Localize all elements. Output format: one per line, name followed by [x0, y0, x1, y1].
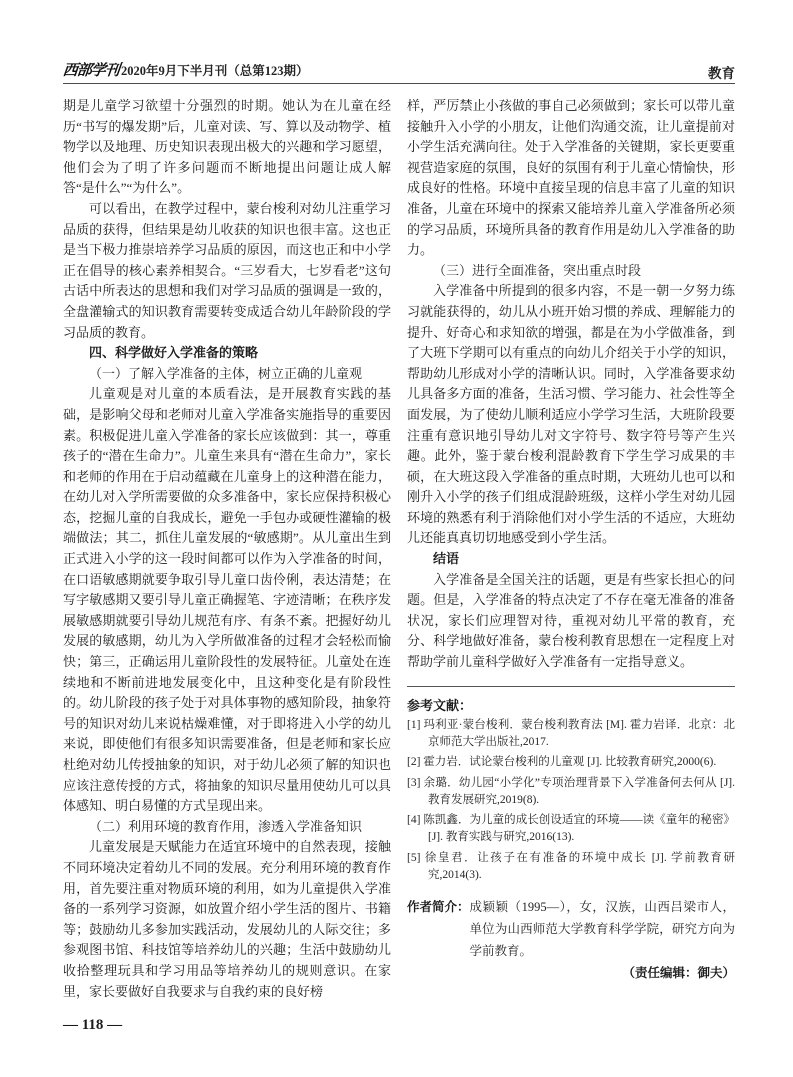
reference-item: [5] 徐皇君．让孩子在有准备的环境中成长 [J]. 学前教育研究,2014(3).	[407, 851, 735, 881]
references-divider	[407, 686, 735, 687]
page-number: — 118 —	[63, 1017, 123, 1033]
author-bio-text: 成颖颖（1995—），女，汉族，山西吕梁市人，单位为山西师范大学教育科学学院，研究方向为学前教育。	[469, 899, 735, 958]
right-column	[407, 96, 735, 984]
reference-item: [2] 霍力岩．试论蒙台梭利的儿童观 [J]. 比较教育研究,2000(6).	[407, 756, 717, 769]
references-heading: 参考文献：	[407, 697, 473, 713]
subsection-heading: （一）了解入学准备的主体，树立正确的儿童观	[89, 365, 363, 381]
reference-item: [4] 陈凯鑫．为儿童的成长创设适宜的环境——读《童年的秘密》[J]. 教育实践与研究,2016(13).	[407, 814, 735, 844]
editor-note: （责任编辑：御夫）	[622, 965, 735, 980]
body-paragraph: 可以看出，在教学过程中，蒙台梭利对幼儿注重学习品质的获得，但结果是幼儿收获的知识也很丰富。这也正是当下极力推崇培养学习品质的原因，而这也正和中小学正在倡导的核心素养相契合。“三岁看大，七岁看老”这句古话中所表达的思想和我们对学习品质的强调是一致的，全盘灌输式的知识教育需要转变成适合幼儿年龄阶段的学习品质的教育。	[63, 200, 391, 340]
journal-masthead	[63, 59, 309, 80]
journal-logo: 西部学刊	[62, 63, 120, 79]
left-column	[63, 96, 391, 1002]
reference-item: [1] 玛利亚·蒙台梭利．蒙台梭利教育法 [M]. 霍力岩译．北京：北京师范大学出版社,2017.	[407, 718, 735, 748]
reference-item: [3] 余璐．幼儿园“小学化”专项治理背景下入学准备何去何从 [J]. 教育发展研究,2019(8).	[407, 776, 735, 806]
conclusion-heading: 结语	[433, 551, 460, 567]
body-paragraph: 期是儿童学习欲望十分强烈的时期。她认为在儿童在经历“书写的爆发期”后，儿童对读、写、算以及动物学、植物学以及地理、历史知识表现出极大的兴趣和学习愿望，他们会为了明了许多问题而不断地提出问题让成人解答“是什么”“为什么”。	[63, 98, 391, 196]
subsection-heading: （二）利用环境的教育作用，渗透入学准备知识	[89, 818, 363, 834]
running-header	[63, 56, 735, 84]
author-bio-label: 作者简介：	[407, 899, 470, 914]
author-bio	[407, 896, 735, 962]
body-paragraph: 入学准备是全国关注的话题，更是有些家长担心的问题。但是，入学准备的特点决定了不存在毫无准备的准备状况，家长们应理智对待，重视对幼儿平常的教育，充分、科学地做好准备，蒙台梭利教育思想在一定程度上对帮助学前儿童科学做好入学准备有一定指导意义。	[407, 571, 735, 670]
issue-info: 2020年9月下半月刊（总第123期）	[121, 63, 309, 78]
reference-list	[407, 717, 735, 884]
body-paragraph: 入学准备中所提到的很多内容，不是一朝一夕努力练习就能获得的，幼儿从小班开始习惯的养成、理解能力的提升、好奇心和求知欲的增强，都是在为小学做准备，到了大班下学期可以有重点的向幼儿介绍关于小学的知识，帮助幼儿形成对小学的清晰认识。同时，入学准备要求幼儿具备多方面的准备，生活习惯、学习能力、社会性等全面发展，为了使幼儿顺利适应小学学习生活，大班阶段要注重有意识地引导幼儿对文字符号、数字符号等产生兴趣。此外，鉴于蒙台梭利混龄教育下学生学习成果的丰硕，在大班这段入学准备的重点时期，大班幼儿也可以和刚升入小学的孩子们组成混龄班级，这样小学生对幼儿园环境的熟悉有利于消除他们对小学生活的不适应，大班幼儿还能真真切切地感受到小学生活。	[407, 283, 735, 546]
body-paragraph: 儿童发展是天赋能力在适宜环境中的自然表现，接触不同环境决定着幼儿不同的发展。充分利用环境的教育作用，首先要注重对物质环境的利用，如为儿童提供入学准备的一系列学习资源，如放置介绍小学生活的图片、书籍等；鼓励幼儿多参加实践活动，发展幼儿的人际交往；多参观图书馆、科技馆等培养幼儿的兴趣；生活中鼓励幼儿收拾整理玩具和学习用品等培养幼儿的规则意识。在家里，家长要做好自我要求与自我约束的良好榜	[63, 839, 391, 999]
body-paragraph: 样，严厉禁止小孩做的事自己必须做到；家长可以带儿童接触升入小学的小朋友，让他们沟通交流，让儿童提前对小学生活充满向往。处于入学准备的关键期，家长更要重视营造家庭的氛围，良好的氛围有利于儿童心情愉快，形成良好的性格。环境中直接呈现的信息丰富了儿童的知识准备，儿童在环境中的探索又能培养儿童入学准备所必须的学习品质，环境所具备的教育作用是幼儿入学准备的助力。	[407, 98, 735, 258]
subsection-heading: （三）进行全面准备，突出重点时段	[433, 262, 642, 278]
body-paragraph: 儿童观是对儿童的本质看法，是开展教育实践的基础，是影响父母和老师对儿童入学准备实施指导的重要因素。积极促进儿童入学准备的家长应该做到：其一，尊重孩子的“潜在生命力”。儿童生来具有“潜在生命力”，家长和老师的作用在于启动蕴藏在儿童身上的这种潜在能力，在幼儿对入学所需要做的众多准备中，家长应保持积极心态，挖掘儿童的自我成长，避免一手包办或硬性灌输的极端做法；其二，抓住儿童发展的“敏感期”。从儿童出生到正式进入小学的这一段时间都可以作为入学准备的时间，在口语敏感期就要争取引导儿童口齿伶俐，表达清楚；在写字敏感期又要引导儿童正确握笔、字迹清晰；在秩序发展敏感期就要引导幼儿规范有序、有条不紊。把握好幼儿发展的敏感期，幼儿为入学所做准备的过程才会轻松而愉快；第三，正确运用儿童阶段性的发展特征。儿童处在连续地和不断前进地发展变化中，且这种变化是有阶段性的。幼儿阶段的孩子处于对具体事物的感知阶段，抽象符号的知识对幼儿来说枯燥难懂，对于即将进入小学的幼儿来说，即使他们有很多知识需要准备，但是老师和家长应杜绝对幼儿传授抽象的知识，对于幼儿必须了解的知识也应该注意传授的方式，将抽象的知识尽量用使幼儿可以具体感知、明白易懂的方式呈现出来。	[63, 386, 391, 814]
section-heading: 四、科学做好入学准备的策略	[89, 345, 259, 361]
section-label: 教育	[708, 66, 735, 81]
